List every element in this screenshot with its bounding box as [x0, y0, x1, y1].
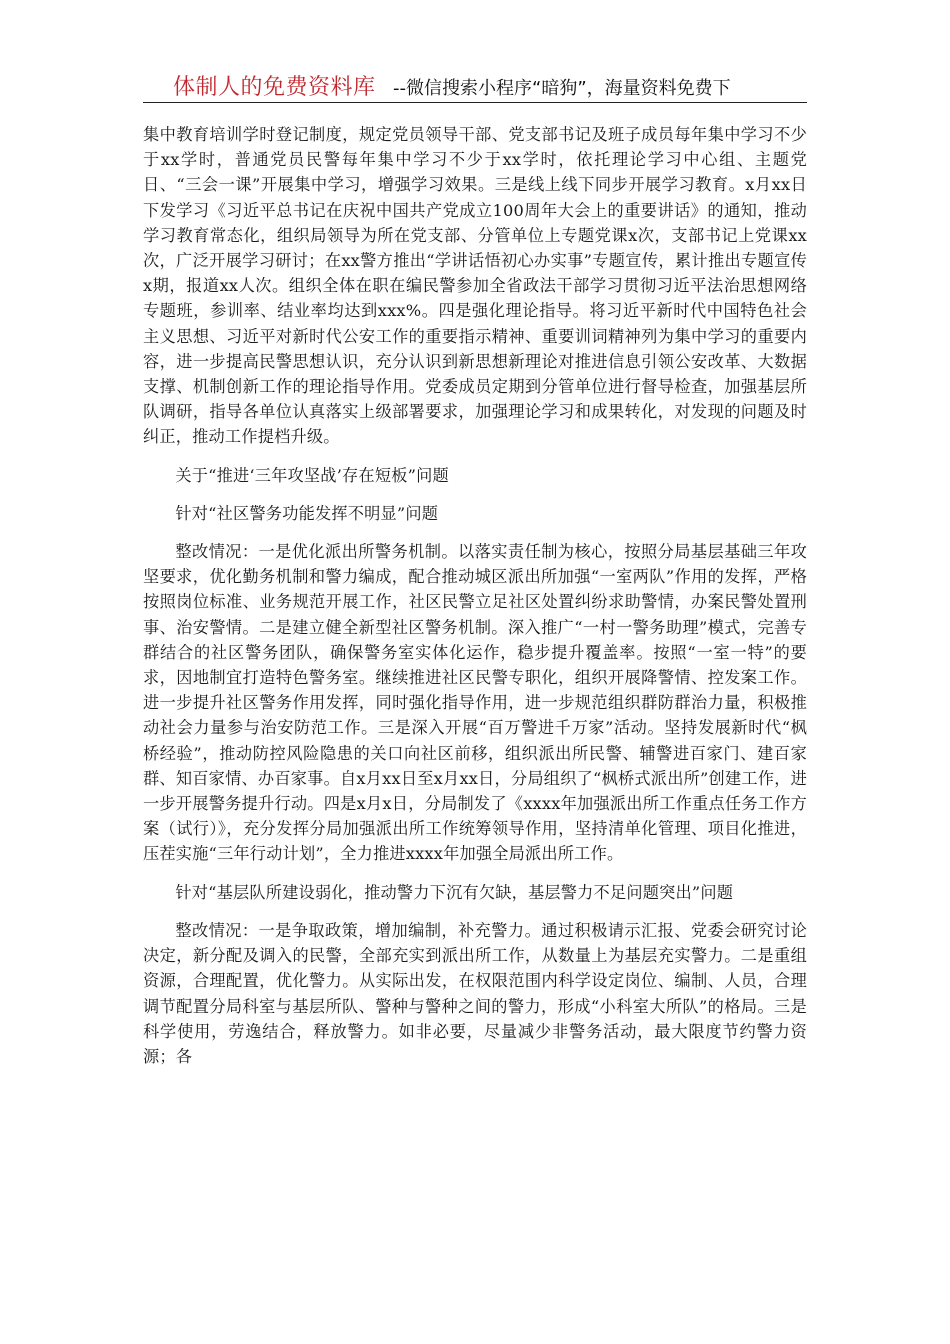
- section-heading-three-year: 关于“推进‘三年攻坚战’存在短板”问题: [175, 465, 449, 485]
- issue-heading-grassroots: 针对“基层队所建设弱化，推动警力下沉有欠缺，基层警力不足问题突出”问题: [175, 882, 734, 902]
- rectification-paragraph-grassroots: 整改情况：一是争取政策，增加编制，补充警力。通过积极请示汇报、党委会研究讨论决定，新分配及调入的民警，全部充实到派出所工作，从数量上为基层充实警力。二是重组资源，合理配置，优化警力。从实际出发，在权限范围内科学设定岗位、编制、人员，合理调节配置分局科室与基层所队、警种与警种之间的警力，形成“小科室大所队”的格局。三是科学使用，劳逸结合，释放警力。如非必要，尽量减少非警务活动，最大限度节约警力资源；各: [143, 920, 807, 1066]
- issue-heading-community-policing: 针对“社区警务功能发挥不明显”问题: [175, 503, 439, 523]
- header-slogan: --微信搜索小程序“暗狗”，海量资料免费下: [393, 78, 731, 99]
- document-body: [143, 122, 807, 1069]
- rectification-paragraph-community: 整改情况：一是优化派出所警务机制。以落实责任制为核心，按照分局基层基础三年攻坚要求，优化勤务机制和警力编成，配合推动城区派出所加强“一室两队”作用的发挥，严格按照岗位标准、业务规范开展工作，社区民警立足社区处置纠纷求助警情，办案民警处置刑事、治安警情。二是建立健全新型社区警务机制。深入推广“一村一警务助理”模式，完善专群结合的社区警务团队，确保警务室实体化运作，稳步提升覆盖率。按照“一室一特”的要求，因地制宜打造特色警务室。继续推进社区民警专职化，组织开展降警情、控发案工作。进一步提升社区警务作用发挥，同时强化指导作用，进一步规范组织群防群治力量，积极推动社会力量参与治安防范工作。三是深入开展“百万警进千万家”活动。坚持发展新时代“枫桥经验”，推动防控风险隐患的关口向社区前移，组织派出所民警、辅警进百家门、建百家群、知百家情、办百家事。自x月xx日至x月xx日，分局组织了“枫桥式派出所”创建工作，进一步开展警务提升行动。四是x月x日，分局制发了《xxxx年加强派出所工作重点任务工作方案（试行）》，充分发挥分局加强派出所工作统筹领导作用，坚持清单化管理、项目化推进，压茬实施“三年行动计划”，全力推进xxxx年加强全局派出所工作。: [143, 542, 807, 864]
- header-brand: 体制人的免费资料库: [173, 75, 376, 100]
- page-header: [143, 66, 807, 103]
- paragraph-continued: 集中教育培训学时登记制度，规定党员领导干部、党支部书记及班子成员每年集中学习不少于xx学时，普通党员民警每年集中学习不少于xx学时，依托理论学习中心组、主题党日、“三会一课”开展集中学习，增强学习效果。三是线上线下同步开展学习教育。x月xx日下发学习《习近平总书记在庆祝中国共产党成立100周年大会上的重要讲话》的通知，推动学习教育常态化，组织局领导为所在党支部、分管单位上专题党课x次，支部书记上党课xx次，广泛开展学习研讨；在xx警方推出“学讲话悟初心办实事”专题宣传，累计推出专题宣传x期，报道xx人次。组织全体在职在编民警参加全省政法干部学习贯彻习近平法治思想网络专题班，参训率、结业率均达到xxx%。四是强化理论指导。将习近平新时代中国特色社会主义思想、习近平对新时代公安工作的重要指示精神、重要训词精神列为集中学习的重要内容，进一步提高民警思想认识，充分认识到新思想新理论对推进信息引领公安改革、大数据支撑、机制创新工作的理论指导作用。党委成员定期到分管单位进行督导检查，加强基层所队调研，指导各单位认真落实上级部署要求，加强理论学习和成果转化，对发现的问题及时纠正，推动工作提档升级。: [143, 125, 807, 447]
